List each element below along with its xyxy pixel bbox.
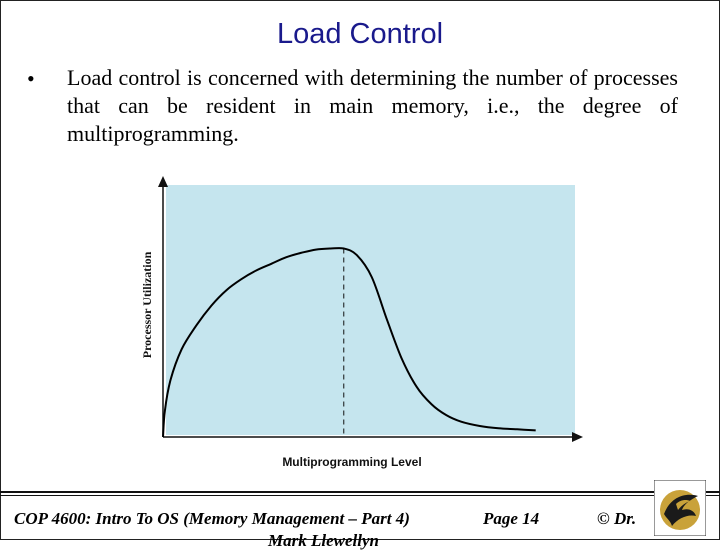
pegasus-logo-icon (654, 480, 706, 536)
footer-rule (0, 491, 720, 493)
y-axis-label: Processor Utilization (140, 251, 154, 359)
plot-background (166, 185, 575, 435)
footer-course: COP 4600: Intro To OS (Memory Management – Part 4) (14, 509, 410, 528)
x-axis-label: Multiprogramming Level (282, 455, 422, 469)
bullet-marker: • (27, 66, 35, 91)
footer-rule-thin (0, 495, 720, 496)
y-axis-arrow (158, 176, 168, 187)
slide-title: Load Control (276, 18, 444, 50)
footer-copyright: © Dr. (597, 509, 637, 528)
footer-author: Mark Llewellyn (268, 531, 379, 550)
slide-footer (0, 491, 720, 550)
bullet-text: Load control is concerned with determining the number of processes that can be resident in main memory, i.e., the degree of multiprogramming. (67, 65, 678, 146)
footer-page-number: Page 14 (483, 509, 540, 528)
x-axis-arrow (572, 432, 583, 442)
